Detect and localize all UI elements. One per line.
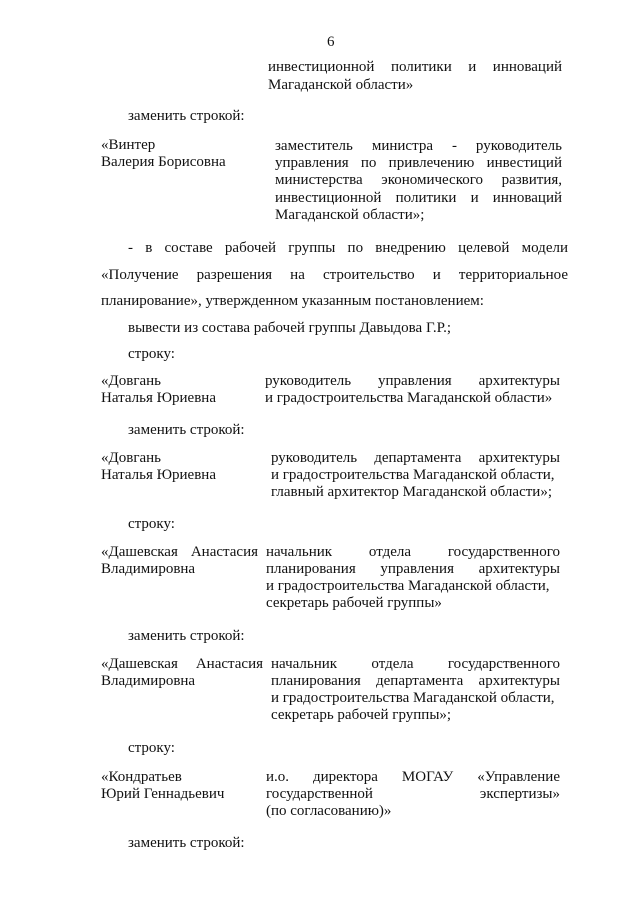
person-name: «Дашевская Анастасия (101, 544, 258, 560)
person-position: секретарь рабочей группы»; (271, 707, 452, 723)
person-name: «Довгань (101, 373, 161, 389)
person-position: инвестиционной политики и инноваций (275, 190, 562, 206)
person-position: управления по привлечению инвестиций (275, 155, 562, 171)
person-name: Наталья Юриевна (101, 390, 216, 406)
person-name: «Дашевская Анастасия (101, 656, 263, 672)
person-name: Владимировна (101, 673, 196, 689)
person-position: (по согласованию)» (266, 803, 392, 819)
replace-label: заменить строкой: (128, 835, 245, 851)
person-position: и градостроительства Магаданской области, (266, 578, 550, 594)
person-name: «Довгань (101, 450, 161, 466)
person-position: планирования департамента архитектуры (271, 673, 560, 689)
person-name: Наталья Юриевна (101, 467, 216, 483)
person-position: и градостроительства Магаданской области, (271, 467, 555, 483)
person-position: и градостроительства Магаданской области» (265, 390, 553, 406)
page-number: 6 (327, 34, 335, 50)
row-label: строку: (128, 516, 175, 532)
continuation-line-2: Магаданской области» (268, 77, 414, 93)
person-position: руководитель департамента архитектуры (271, 450, 560, 466)
paragraph-line-2: «Получение разрешения на строительство и территориальное (101, 267, 568, 283)
person-name: Владимировна (101, 561, 196, 577)
person-position: и градостроительства Магаданской области, (271, 690, 555, 706)
person-position: государственной экспертизы» (266, 786, 560, 802)
person-name: «Кондратьев (101, 769, 182, 785)
person-name: Валерия Борисовна (101, 154, 226, 170)
replace-label: заменить строкой: (128, 628, 245, 644)
replace-label: заменить строкой: (128, 108, 245, 124)
person-name: Юрий Геннадьевич (101, 786, 225, 802)
person-position: заместитель министра - руководитель (275, 138, 562, 154)
person-position: министерства экономического развития, (275, 172, 562, 188)
person-position: руководитель управления архитектуры (265, 373, 560, 389)
person-position: и.о. директора МОГАУ «Управление (266, 769, 560, 785)
person-position: планирования управления архитектуры (266, 561, 560, 577)
paragraph-line-3: планирование», утвержденном указанным постановлением: (101, 293, 484, 309)
person-position: Магаданской области»; (275, 207, 425, 223)
person-name: «Винтер (101, 137, 156, 153)
person-position: начальник отдела государственного (271, 656, 560, 672)
row-label: строку: (128, 346, 175, 362)
remove-member-line: вывести из состава рабочей группы Давыдова Г.Р.; (128, 320, 452, 336)
person-position: главный архитектор Магаданской области»; (271, 484, 552, 500)
paragraph-line-1: - в составе рабочей группы по внедрению целевой модели (128, 240, 568, 256)
person-position: секретарь рабочей группы» (266, 595, 442, 611)
person-position: начальник отдела государственного (266, 544, 560, 560)
row-label: строку: (128, 740, 175, 756)
continuation-line-1: инвестиционной политики и инноваций (268, 59, 562, 75)
replace-label: заменить строкой: (128, 422, 245, 438)
